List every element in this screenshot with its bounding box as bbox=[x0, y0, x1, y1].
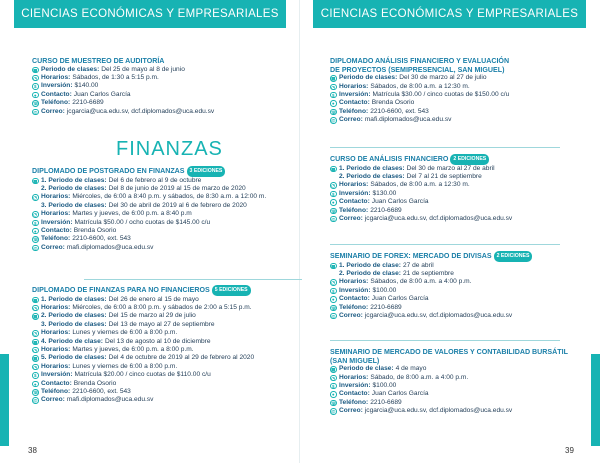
info-value: Miércoles, de 6:00 a 8:00 p.m. y sábados de 2:00 a 5:15 p.m. bbox=[72, 304, 252, 311]
info-value: Del 7 al 21 de septiembre bbox=[406, 173, 482, 180]
info-label: Correo: bbox=[41, 396, 65, 404]
info-value: Del 30 de marzo al 27 de julio bbox=[399, 74, 487, 82]
info-label: Horarios: bbox=[339, 278, 369, 286]
info-value: Del 30 de abril de 2019 al 6 de febrero de 2020 bbox=[108, 201, 247, 209]
info-label: Teléfono: bbox=[41, 235, 71, 243]
info-value: Matrícula $20.00 / cinco cuotas de $110.00 c/u bbox=[74, 371, 211, 379]
info-value: 2210-6689 bbox=[370, 206, 402, 214]
course-proyectos bbox=[330, 57, 509, 125]
info-line bbox=[330, 74, 509, 82]
info-value: Sábados, de 8:00 a.m. a 4:00 p.m. bbox=[370, 278, 472, 286]
course-forex bbox=[330, 251, 532, 320]
phone-icon: ☏ bbox=[331, 208, 337, 214]
info-label: Teléfono: bbox=[339, 303, 369, 311]
info-value: Juan Carlos García bbox=[371, 198, 429, 206]
info-value: mafi.diplomados@uca.edu.sv bbox=[66, 243, 154, 251]
info-line bbox=[32, 363, 254, 371]
info-value: Brenda Osorio bbox=[73, 227, 117, 235]
info-value: Sábados, de 8:00 a.m. a 12:30 m. bbox=[370, 82, 470, 90]
separator bbox=[84, 279, 302, 280]
course-title-line2: (SAN MIGUEL) bbox=[330, 356, 380, 365]
clock-icon: ◷ bbox=[331, 375, 336, 381]
info-label: Correo: bbox=[339, 407, 363, 415]
info-label: Inversión: bbox=[339, 286, 371, 294]
info-line bbox=[330, 173, 512, 181]
info-label: 1. Periodo de clase: bbox=[339, 261, 401, 269]
email-icon: @ bbox=[33, 398, 38, 404]
info-line bbox=[330, 198, 512, 206]
info-label: Teléfono: bbox=[41, 99, 71, 107]
clock-icon: ◷ bbox=[331, 183, 336, 189]
info-value: Del 4 de octubre de 2019 al 29 de febrero al 2020 bbox=[108, 354, 255, 362]
info-value: 4 de mayo bbox=[395, 365, 427, 373]
info-value: 27 de abril bbox=[402, 261, 434, 269]
left-edge-bar bbox=[0, 354, 9, 446]
info-label: Correo: bbox=[41, 243, 65, 251]
info-value: Del 6 de febrero al 9 de octubre bbox=[108, 176, 202, 184]
page-number-left: 38 bbox=[28, 446, 37, 455]
phone-icon: ☏ bbox=[331, 109, 337, 115]
info-line bbox=[32, 304, 254, 312]
info-line bbox=[32, 227, 266, 235]
info-value: Del 25 de mayo al 8 de junio bbox=[101, 65, 185, 73]
course-title: DIPLOMADO DE FINANZAS PARA NO FINANCIEROS 5 EDICIONES bbox=[32, 285, 254, 296]
email-icon: @ bbox=[331, 313, 336, 319]
dollar-icon: $ bbox=[331, 288, 335, 294]
info-value: 2210-6689 bbox=[370, 398, 402, 406]
clock-icon: ◷ bbox=[33, 347, 38, 353]
info-label: 2. Periodo de clases: bbox=[41, 185, 107, 192]
info-label: Horarios: bbox=[41, 362, 71, 370]
info-line bbox=[330, 99, 509, 107]
info-label: Horarios: bbox=[41, 210, 71, 218]
info-label: Horarios: bbox=[41, 74, 71, 81]
info-label: Teléfono: bbox=[41, 388, 71, 396]
info-value: 2210-6600, ext. 543 bbox=[370, 107, 429, 115]
info-line bbox=[330, 83, 509, 91]
info-label: 3. Periodo de clases: bbox=[41, 320, 107, 328]
email-icon: @ bbox=[331, 409, 336, 415]
info-label: Contacto: bbox=[339, 295, 370, 303]
email-icon: @ bbox=[331, 216, 336, 222]
info-line bbox=[330, 374, 568, 382]
phone-icon: ☏ bbox=[33, 101, 39, 107]
info-line bbox=[330, 262, 532, 270]
info-line bbox=[32, 396, 254, 404]
info-line bbox=[32, 338, 254, 346]
info-line bbox=[32, 210, 266, 218]
email-icon: @ bbox=[33, 109, 38, 115]
info-line bbox=[32, 244, 266, 252]
contact-icon: ● bbox=[331, 392, 335, 398]
calendar-icon: ▦ bbox=[33, 314, 38, 320]
calendar-icon: ▦ bbox=[331, 166, 336, 172]
clock-icon: ◷ bbox=[33, 364, 38, 370]
info-label: 2. Periodo de clases: bbox=[41, 312, 107, 320]
info-value: Lunes y viernes de 6:00 a 8:00 p.m. bbox=[72, 329, 178, 337]
info-label: Horarios: bbox=[41, 329, 71, 337]
calendar-icon: ▦ bbox=[33, 297, 38, 303]
info-line bbox=[32, 82, 214, 90]
info-label: Contacto: bbox=[339, 390, 370, 398]
info-line bbox=[330, 215, 512, 223]
info-line bbox=[32, 99, 214, 107]
info-label: Inversión: bbox=[41, 82, 73, 90]
info-value: Del 13 de mayo al 27 de septiembre bbox=[108, 320, 215, 328]
info-line bbox=[330, 304, 532, 312]
info-value: Brenda Osorio bbox=[73, 379, 117, 387]
info-value: jcgarcia@uca.edu.sv, dcf.diplomados@uca.edu.sv bbox=[364, 312, 513, 320]
info-value: Lunes y viernes de 6:00 a 8:00 p.m. bbox=[72, 362, 178, 370]
info-line bbox=[32, 354, 254, 362]
info-label: Correo: bbox=[339, 215, 363, 223]
section-title: FINANZAS bbox=[116, 138, 223, 160]
separator bbox=[330, 147, 560, 148]
info-label: 1. Periodo de clases: bbox=[339, 164, 405, 172]
info-value: Del 8 de junio de 2019 al 15 de marzo de 2020 bbox=[108, 185, 246, 192]
info-value: 21 de septiembre bbox=[402, 270, 454, 277]
separator bbox=[330, 244, 560, 245]
info-value: Del 15 de marzo al 29 de julio bbox=[108, 312, 196, 320]
info-label: 2. Periodo de clase: bbox=[339, 270, 401, 277]
info-line bbox=[32, 202, 266, 210]
info-label: 2. Periodo de clases: bbox=[339, 173, 405, 180]
right-edge-bar bbox=[591, 354, 600, 446]
info-line bbox=[330, 399, 568, 407]
info-line bbox=[330, 312, 532, 320]
info-label: Inversión: bbox=[41, 218, 73, 226]
info-line bbox=[330, 365, 568, 373]
info-line bbox=[32, 321, 254, 329]
info-label: 1. Periodo de clases: bbox=[41, 295, 107, 303]
header-left: CIENCIAS ECONÓMICAS Y EMPRESARIALES bbox=[14, 0, 286, 28]
dollar-icon: $ bbox=[331, 92, 335, 98]
course-title: SEMINARIO DE MERCADO DE VALORES Y CONTABILIDAD BURSÁTIL bbox=[330, 348, 568, 356]
editions-badge: 2 EDICIONES bbox=[450, 154, 489, 165]
info-value: Juan Carlos García bbox=[73, 90, 131, 98]
info-label: Teléfono: bbox=[339, 107, 369, 115]
calendar-icon: ▦ bbox=[33, 67, 38, 73]
info-line bbox=[330, 181, 512, 189]
info-value: 2210-6689 bbox=[370, 303, 402, 311]
clock-icon: ◷ bbox=[33, 75, 38, 81]
contact-icon: ● bbox=[331, 101, 335, 107]
contact-icon: ● bbox=[331, 297, 335, 303]
dollar-icon: $ bbox=[33, 373, 37, 379]
info-value: Juan Carlos García bbox=[371, 295, 429, 303]
phone-icon: ☏ bbox=[33, 237, 39, 243]
course-title: CURSO DE MUESTREO DE AUDITORÍA bbox=[32, 57, 165, 65]
info-line bbox=[32, 91, 214, 99]
info-label: Horarios: bbox=[339, 373, 369, 381]
info-label: Correo: bbox=[339, 116, 363, 124]
info-value: 2210-6689 bbox=[72, 99, 104, 107]
info-line bbox=[32, 193, 266, 201]
editions-badge: 3 EDICIONES bbox=[187, 166, 226, 177]
calendar-icon: ▦ bbox=[33, 356, 38, 362]
dollar-icon: $ bbox=[331, 383, 335, 389]
calendar-icon: ▦ bbox=[331, 76, 336, 82]
info-line bbox=[330, 278, 532, 286]
editions-badge: 2 EDICIONES bbox=[494, 251, 533, 262]
info-value: Martes y jueves, de 6:00 p.m. a 8:40 p.m bbox=[72, 210, 192, 218]
info-label: Periodo de clases: bbox=[339, 74, 398, 82]
info-value: jcgarcia@uca.edu.sv, dcf.diplomados@uca.edu.sv bbox=[364, 215, 513, 223]
info-label: Inversión: bbox=[41, 371, 73, 379]
clock-icon: ◷ bbox=[33, 331, 38, 337]
separator bbox=[330, 340, 560, 341]
info-line bbox=[330, 270, 532, 278]
info-label: Contacto: bbox=[41, 90, 72, 98]
info-value: Matrícula $30.00 / cinco cuotas de $150.00 c/u bbox=[372, 91, 510, 98]
info-value: Matrícula $50.00 / ocho cuotas de $145.00 c/u bbox=[74, 218, 211, 226]
course-postgrado bbox=[32, 166, 266, 252]
contact-icon: ● bbox=[33, 228, 37, 234]
info-label: Horarios: bbox=[41, 346, 71, 354]
info-line bbox=[32, 329, 254, 337]
course-auditoria bbox=[32, 57, 214, 116]
info-value: Del 30 de marzo al 27 de abril bbox=[406, 164, 495, 172]
clock-icon: ◷ bbox=[331, 280, 336, 286]
info-line bbox=[330, 165, 512, 173]
course-title: DIPLOMADO ANÁLISIS FINANCIERO Y EVALUACIÓN bbox=[330, 57, 510, 65]
page-gutter bbox=[299, 0, 300, 463]
info-line bbox=[32, 235, 266, 243]
clock-icon: ◷ bbox=[33, 305, 38, 311]
page-number-right: 39 bbox=[565, 446, 574, 455]
calendar-icon: ▦ bbox=[33, 178, 38, 184]
info-line bbox=[330, 91, 509, 99]
editions-badge: 5 EDICIONES bbox=[212, 285, 251, 296]
info-value: $100.00 bbox=[372, 286, 397, 294]
info-label: Correo: bbox=[339, 312, 363, 320]
info-line bbox=[32, 177, 266, 185]
info-label: 1. Periodo de clases: bbox=[41, 176, 107, 184]
phone-icon: ☏ bbox=[331, 305, 337, 311]
phone-icon: ☏ bbox=[331, 400, 337, 406]
info-value: jcgarcia@uca.edu.sv, dcf.diplomados@uca.edu.sv bbox=[364, 407, 513, 415]
info-label: 4. Periodo de clase: bbox=[41, 337, 103, 345]
dollar-icon: $ bbox=[331, 191, 335, 197]
info-line bbox=[32, 74, 214, 82]
dollar-icon: $ bbox=[33, 84, 37, 90]
info-value: Sábados, de 1:30 a 5:15 p.m. bbox=[72, 74, 159, 81]
info-line bbox=[32, 108, 214, 116]
info-line bbox=[32, 388, 254, 396]
info-line bbox=[330, 207, 512, 215]
info-value: Martes y jueves, de 6:00 p.m. a 8:00 p.m. bbox=[72, 346, 194, 354]
info-line bbox=[330, 390, 568, 398]
email-icon: @ bbox=[331, 118, 336, 124]
info-line bbox=[32, 380, 254, 388]
info-value: Miércoles, de 6:00 a 8:40 p.m. y sábados, de 8:30 a.m. a 12:00 m. bbox=[72, 193, 267, 201]
info-value: mafi.diplomados@uca.edu.sv bbox=[364, 116, 452, 124]
info-line bbox=[330, 407, 568, 415]
email-icon: @ bbox=[33, 245, 38, 251]
info-value: mafi.diplomados@uca.edu.sv bbox=[66, 396, 154, 404]
calendar-icon: ▦ bbox=[331, 367, 336, 373]
info-value: Sábados, de 8:00 a.m. a 12:30 m. bbox=[370, 181, 470, 189]
info-label: Inversión: bbox=[339, 91, 371, 98]
info-label: Periodo de clase: bbox=[339, 365, 394, 373]
contact-icon: ● bbox=[33, 92, 37, 98]
course-title: SEMINARIO DE FOREX: MERCADO DE DIVISAS 2 EDICIONES bbox=[330, 251, 532, 262]
course-title: DIPLOMADO DE POSTGRADO EN FINANZAS 3 EDICIONES bbox=[32, 166, 266, 177]
clock-icon: ◷ bbox=[33, 195, 38, 201]
info-label: Inversión: bbox=[339, 189, 371, 197]
info-value: Brenda Osorio bbox=[371, 99, 415, 107]
info-value: Del 26 de enero al 15 de mayo bbox=[108, 295, 199, 303]
info-label: Contacto: bbox=[339, 99, 370, 107]
info-label: Horarios: bbox=[41, 304, 71, 311]
info-line bbox=[330, 295, 532, 303]
info-label: Inversión: bbox=[339, 382, 371, 389]
info-label: Contacto: bbox=[339, 198, 370, 206]
info-label: Contacto: bbox=[41, 227, 72, 235]
info-label: Correo: bbox=[41, 107, 65, 115]
info-label: 5. Periodo de clases: bbox=[41, 354, 107, 362]
course-bursatil bbox=[330, 348, 568, 416]
info-line bbox=[32, 346, 254, 354]
info-line bbox=[32, 219, 266, 227]
course-nofinancieros bbox=[32, 285, 254, 405]
clock-icon: ◷ bbox=[331, 84, 336, 90]
info-label: Teléfono: bbox=[339, 206, 369, 214]
info-label: 3. Periodo de clases: bbox=[41, 201, 107, 209]
info-value: Del 13 de agosto al 10 de diciembre bbox=[104, 337, 211, 345]
course-analisis bbox=[330, 154, 512, 223]
info-value: 2210-6600, ext. 543 bbox=[72, 235, 131, 243]
info-value: Juan Carlos García bbox=[371, 390, 429, 398]
info-value: $100.00 bbox=[372, 382, 397, 389]
info-line bbox=[330, 116, 509, 124]
info-line bbox=[330, 287, 532, 295]
info-line bbox=[32, 185, 266, 193]
info-label: Horarios: bbox=[339, 181, 369, 189]
info-label: Horarios: bbox=[41, 193, 71, 201]
info-value: $140.00 bbox=[74, 82, 99, 90]
contact-icon: ● bbox=[331, 200, 335, 206]
calendar-icon: ▦ bbox=[33, 339, 38, 345]
contact-icon: ● bbox=[33, 381, 37, 387]
info-line bbox=[32, 312, 254, 320]
info-line bbox=[32, 296, 254, 304]
info-label: Contacto: bbox=[41, 379, 72, 387]
info-value: 2210-6600, ext. 543 bbox=[72, 388, 131, 396]
info-line bbox=[32, 371, 254, 379]
info-label: Horarios: bbox=[339, 82, 369, 90]
info-label: Teléfono: bbox=[339, 398, 369, 406]
header-right: CIENCIAS ECONÓMICAS Y EMPRESARIALES bbox=[313, 0, 586, 28]
info-value: Sábado, de 8:00 a.m. a 4:00 p.m. bbox=[370, 373, 469, 381]
info-value: $130.00 bbox=[372, 189, 397, 197]
calendar-icon: ▦ bbox=[331, 263, 336, 269]
course-title-line2: DE PROYECTOS (SEMIPRESENCIAL, SAN MIGUEL) bbox=[330, 65, 505, 74]
info-line bbox=[330, 190, 512, 198]
info-line bbox=[32, 66, 214, 74]
course-title: CURSO DE ANÁLISIS FINANCIERO 2 EDICIONES bbox=[330, 154, 512, 165]
info-line bbox=[330, 382, 568, 390]
clock-icon: ◷ bbox=[33, 212, 38, 218]
dollar-icon: $ bbox=[33, 220, 37, 226]
info-value: jcgarcia@uca.edu.sv, dcf.diplomados@uca.edu.sv bbox=[66, 107, 215, 115]
info-line bbox=[330, 108, 509, 116]
info-label: Periodo de clases: bbox=[41, 65, 100, 73]
phone-icon: ☏ bbox=[33, 390, 39, 396]
